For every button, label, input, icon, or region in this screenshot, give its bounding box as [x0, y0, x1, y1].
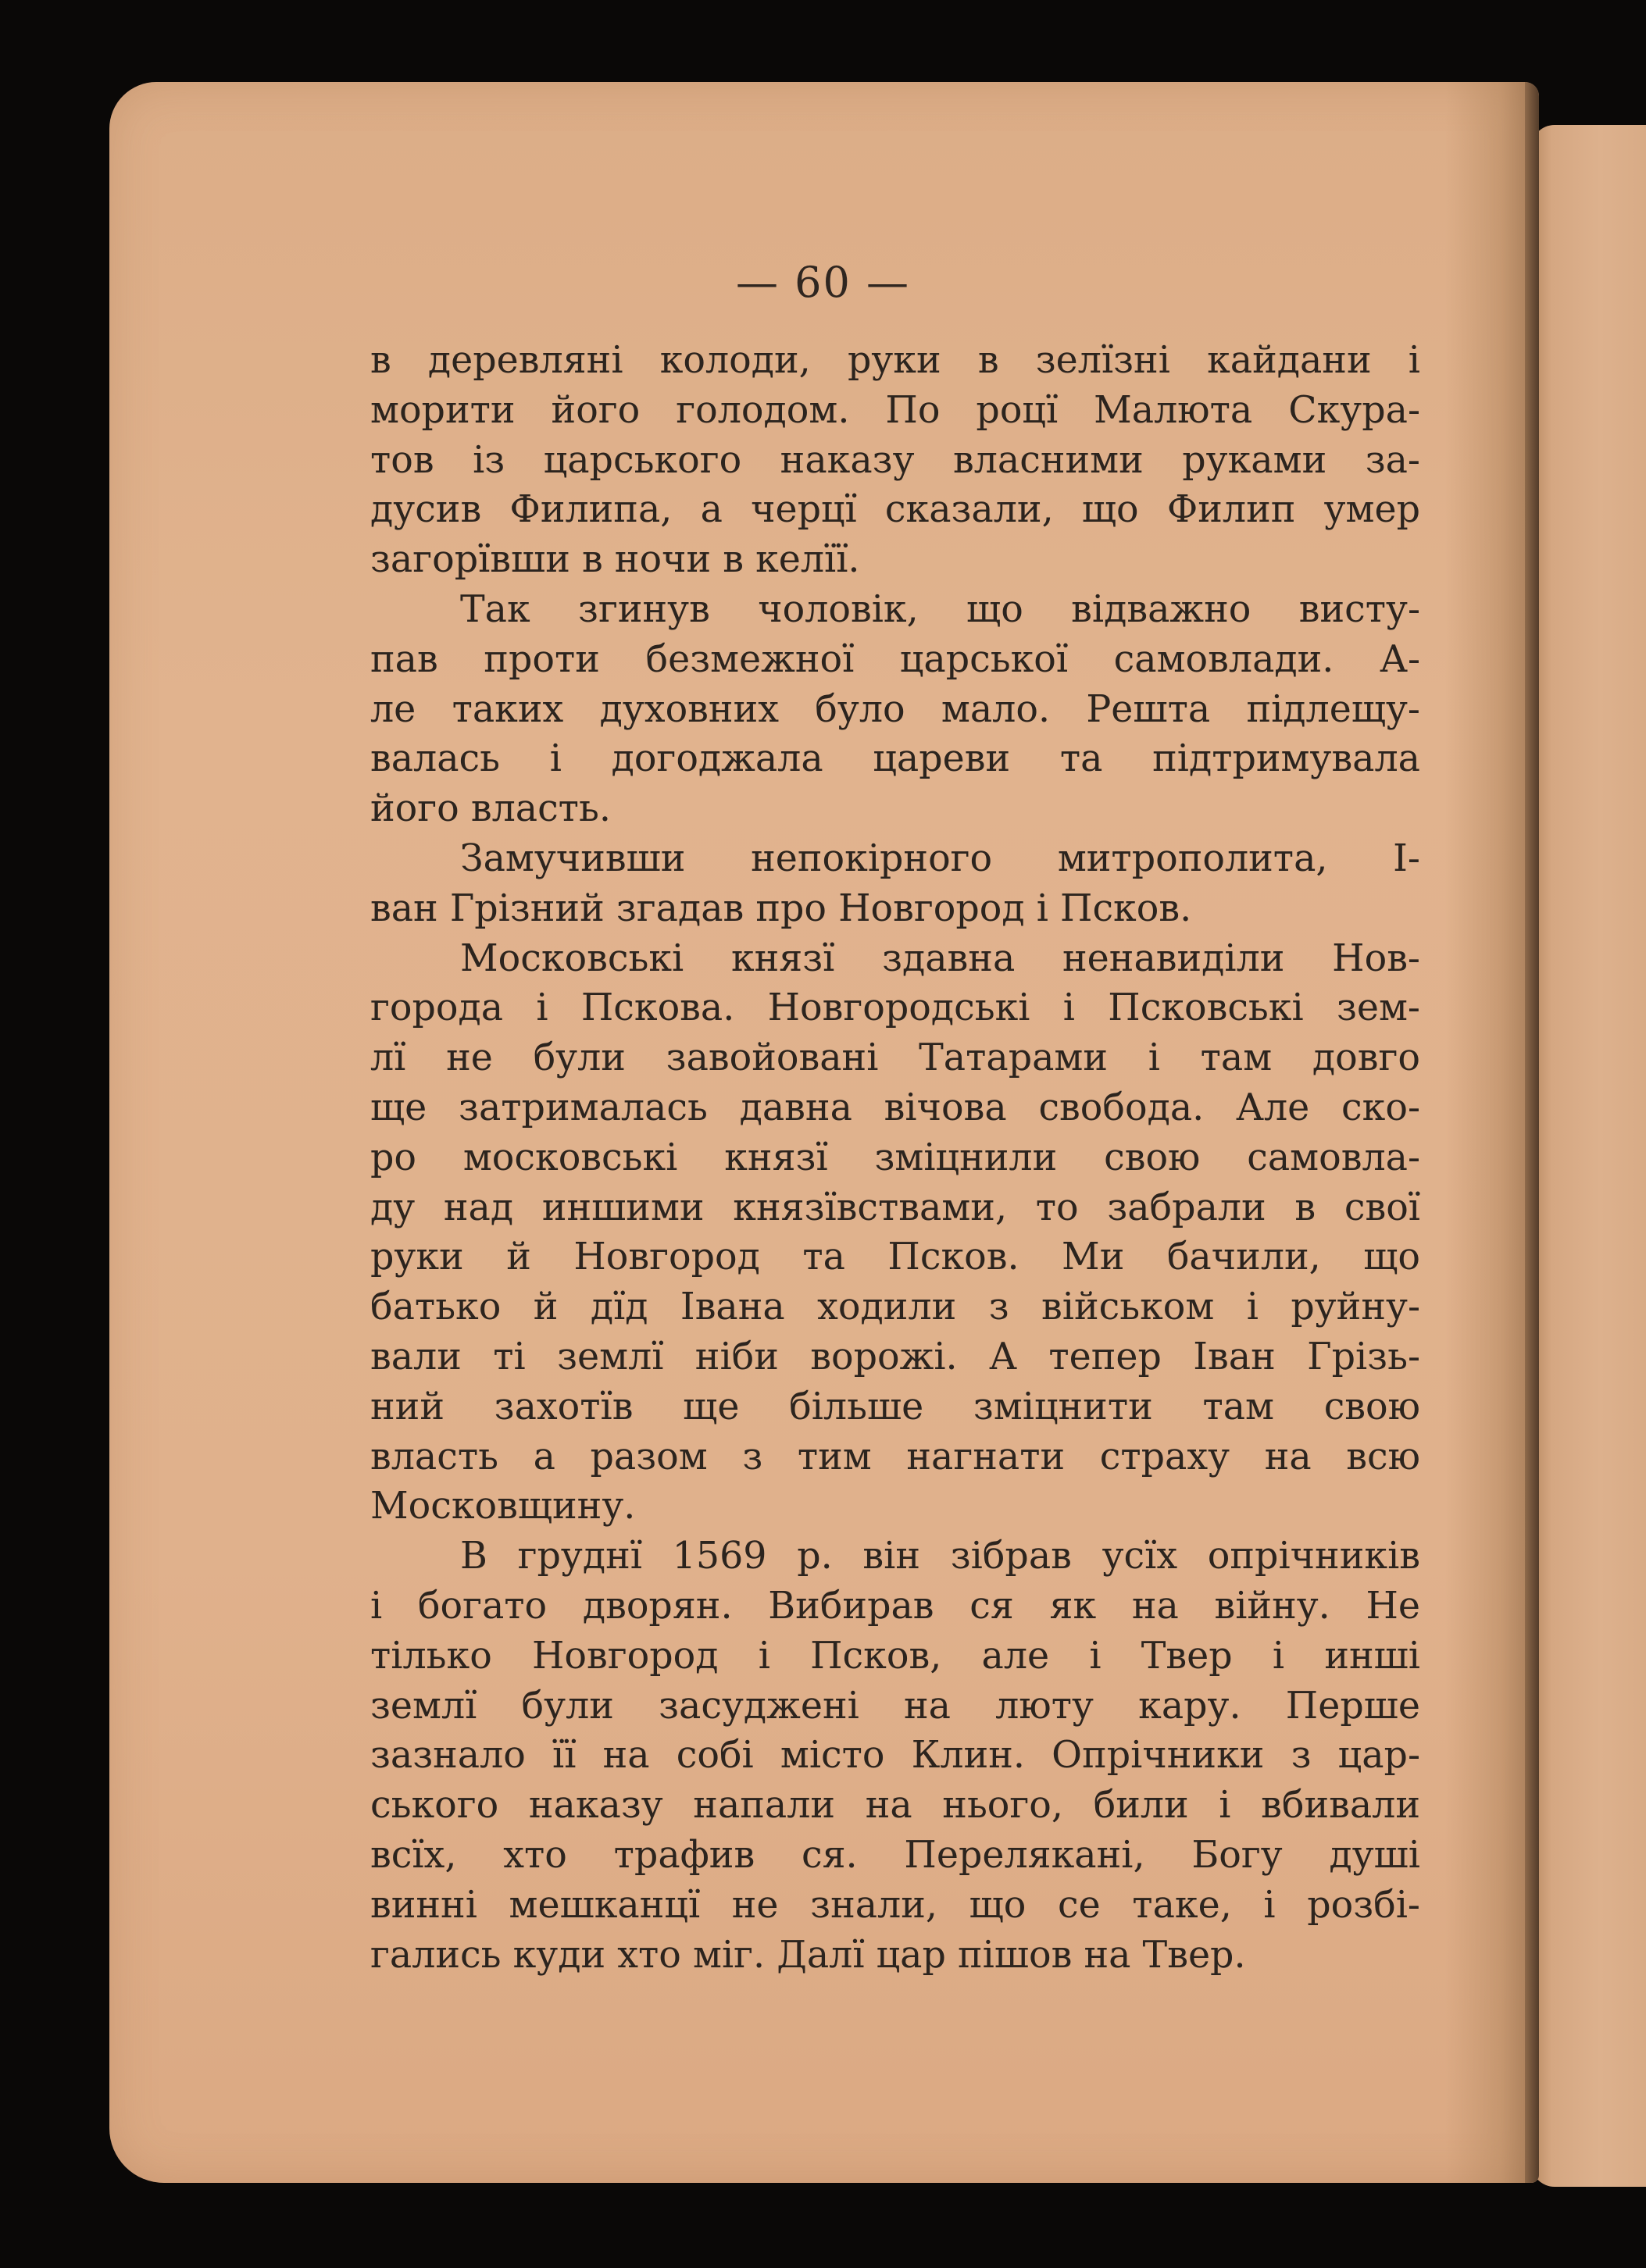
text-line: Замучивши непокірного митрополита, І- [460, 836, 1420, 880]
paragraph [370, 934, 1420, 1532]
paragraph [370, 834, 1420, 934]
text-line: Московські князї здавна ненавиділи Нов- [460, 936, 1420, 980]
paragraph [370, 336, 1420, 585]
spine-edge [1525, 82, 1539, 2183]
text-line: в деревляні колоди, руки в зелїзні кайдани і [370, 339, 1420, 382]
text-line: ван Грізний згадав про Новгород і Псков. [370, 886, 1192, 930]
text-line: дусив Филипа, а черцї сказали, що Филип умер [370, 488, 1420, 532]
text-line: В груднї 1569 р. він зібрав усїх опрічників [460, 1535, 1420, 1578]
text-line: власть а разом з тим нагнати страху на всю [370, 1435, 1420, 1478]
text-line: ще затрималась давна вічова свобода. Але ско- [370, 1086, 1420, 1129]
paragraph [370, 1532, 1420, 1980]
text-line: морити його голодом. По роцї Малюта Скура- [370, 388, 1420, 432]
text-line: валась і догоджала цареви та підтримувала [370, 737, 1420, 781]
text-line: землї були засуджені на люту кару. Перше [370, 1684, 1420, 1728]
text-line: винні мешканцї не знали, що се таке, і розбі- [370, 1883, 1420, 1927]
text-line: тов із царського наказу власними руками за- [370, 438, 1420, 482]
text-line: тілько Новгород і Псков, але і Твер і инші [370, 1634, 1420, 1678]
text-line: ро московські князї зміцнили свою самовла- [370, 1136, 1420, 1179]
text-line: города і Пскова. Новгородські і Псковські зем- [370, 986, 1420, 1030]
text-line: ду над иншими князївствами, то забрали в свої [370, 1186, 1420, 1229]
text-line: Московщину. [370, 1485, 636, 1528]
text-line: ле таких духовних було мало. Решта підлещу- [370, 687, 1420, 731]
text-line: і богато дворян. Вибирав ся як на війну. Не [370, 1584, 1420, 1628]
text-line: лї не були завойовані Татарами і там довго [370, 1036, 1420, 1080]
text-line: руки й Новгород та Псков. Ми бачили, що [370, 1236, 1420, 1279]
body-text [370, 336, 1420, 1980]
text-line: вали ті землї ніби ворожі. А тепер Іван Грізь- [370, 1335, 1420, 1378]
text-line: зазнало її на собі місто Клин. Опрічники з цар- [370, 1734, 1420, 1778]
page-number: — 60 — [735, 258, 911, 307]
text-line: ського наказу напали на нього, били і вбивали [370, 1784, 1420, 1828]
text-line: пав проти безмежної царської самовлади. А- [370, 637, 1420, 681]
text-line: його власть. [370, 787, 611, 831]
text-line: Так згинув чоловік, що відважно висту- [460, 587, 1420, 631]
paragraph [370, 585, 1420, 834]
text-line: ний захотїв ще більше зміцнити там свою [370, 1385, 1420, 1428]
text-line: всїх, хто трафив ся. Перелякані, Богу душі [370, 1833, 1420, 1877]
text-line: батько й дїд Івана ходили з військом і руйну- [370, 1286, 1420, 1329]
text-line: загорївши в ночи в келїї. [370, 538, 860, 582]
text-line: гались куди хто міг. Далї цар пішов на Твер. [370, 1933, 1246, 1977]
facing-page-edge [1531, 125, 1646, 2187]
